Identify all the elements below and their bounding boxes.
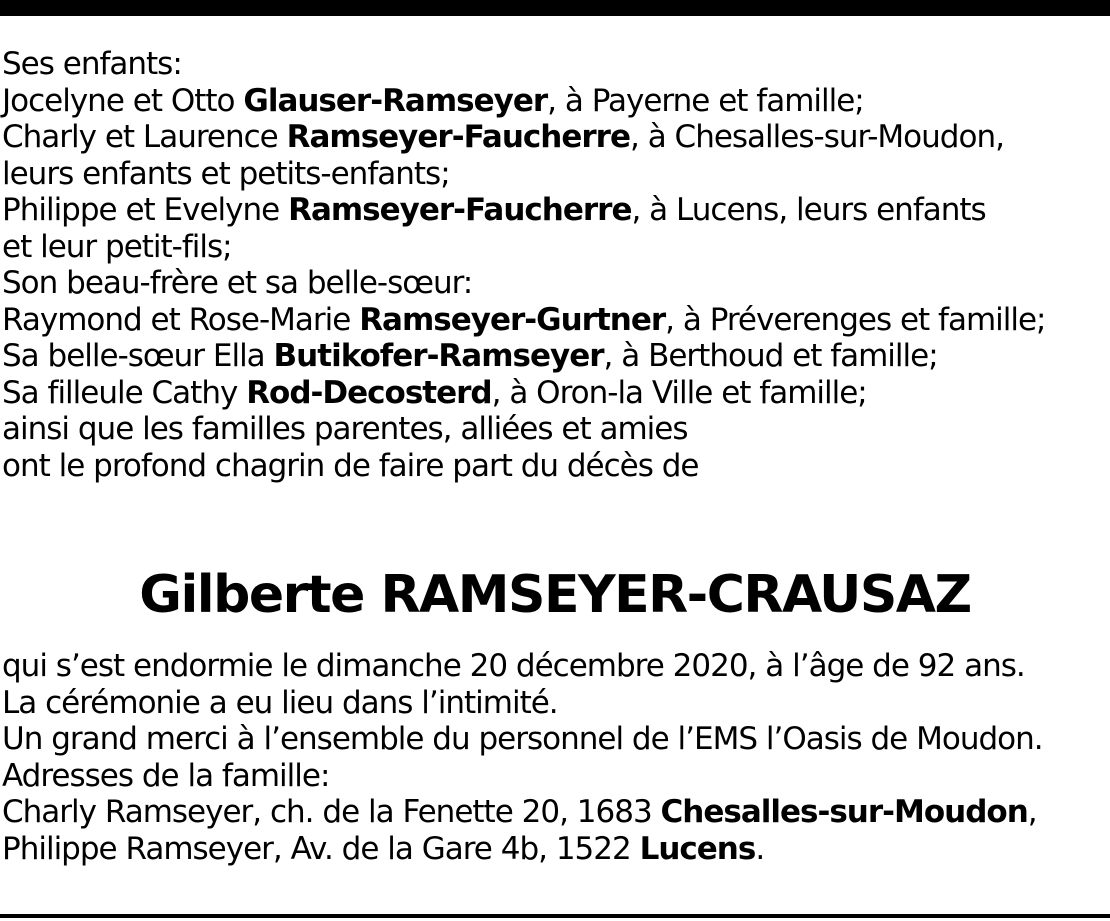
family-line: Raymond et Rose-Marie Ramseyer-Gurtner, à Préverenges et famille; [2, 301, 1046, 338]
family-line: leurs enfants et petits-enfants; [2, 155, 450, 192]
funeral-details [2, 648, 1043, 867]
family-line: Sa belle-sœur Ella Butikofer-Ramseyer, à Berthoud et famille; [2, 338, 938, 374]
announcement-line: ont le profond chagrin de faire part du décès de [2, 447, 699, 484]
family-surname: Ramseyer-Faucherre [288, 192, 632, 228]
family-line: Jocelyne et Otto Glauser-Ramseyer, à Payerne et famille; [2, 82, 864, 119]
address-line: Philippe Ramseyer, Av. de la Gare 4b, 1522 Lucens. [2, 830, 765, 867]
deceased-name: Gilberte RAMSEYER-CRAUSAZ [139, 565, 971, 625]
bottom-rule [0, 914, 1110, 918]
family-line: Sa filleule Cathy Rod-Decosterd, à Oron-la Ville et famille; [2, 374, 867, 411]
family-surname: Butikofer-Ramseyer [273, 338, 604, 374]
family-line: Philippe et Evelyne Ramseyer-Faucherre, à Lucens, leurs enfants [2, 192, 986, 228]
family-surname: Ramseyer-Faucherre [286, 119, 630, 155]
family-line: Charly et Laurence Ramseyer-Faucherre, à Chesalles-sur-Moudon, [2, 119, 1004, 155]
top-rule [0, 0, 1110, 16]
family-surname: Glauser-Ramseyer [243, 82, 548, 119]
address-locality: Chesalles-sur-Moudon [660, 794, 1028, 830]
thanks-line: Un grand merci à l’ensemble du personnel de l’EMS l’Oasis de Moudon. [2, 721, 1043, 757]
address-line: Charly Ramseyer, ch. de la Fenette 20, 1683 Chesalles-sur-Moudon, [2, 794, 1037, 830]
family-line: ainsi que les familles parentes, alliées et amies [2, 411, 688, 447]
ceremony-line: La cérémonie a eu lieu dans l’intimité. [2, 684, 558, 721]
family-surname: Rod-Decosterd [246, 374, 492, 411]
children-heading: Ses enfants: [2, 46, 182, 82]
family-line: et leur petit-fils; [2, 228, 232, 265]
in-laws-heading: Son beau-frère et sa belle-sœur: [2, 265, 473, 301]
address-locality: Lucens [639, 830, 756, 867]
passing-date-line: qui s’est endormie le dimanche 20 décembre 2020, à l’âge de 92 ans. [2, 648, 1025, 684]
addresses-heading: Adresses de la famille: [2, 757, 330, 794]
family-surname: Ramseyer-Gurtner [359, 301, 666, 338]
family-announcement [2, 46, 1046, 484]
